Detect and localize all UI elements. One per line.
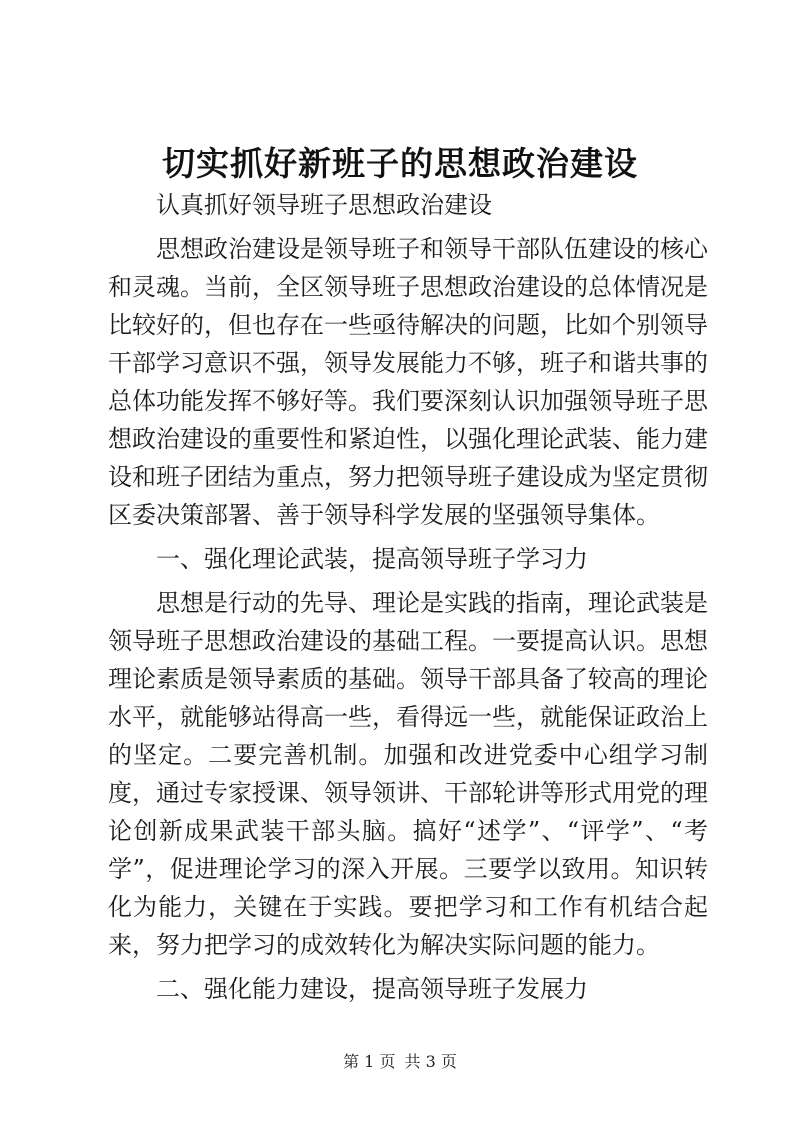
total-pages: 共 3 页: [404, 1052, 457, 1071]
paragraph-section-1: 思想是行动的先导、理论是实践的指南，理论武装是领导班子思想政治建设的基础工程。一要提高认识。思想理论素质是领导素质的基础。领导干部具备了较高的理论水平，就能够站得高一些，看得远一些，就能保证政治上的坚定。二要完善机制。加强和改进党委中心组学习制度，通过专家授课、领导领讲、干部轮讲等形式用党的理论创新成果武装干部头脑。搞好“述学”、“评学”、“考学”，促进理论学习的深入开展。三要学以致用。知识转化为能力，关键在于实践。要把学习和工作有机结合起来，努力把学习的成效转化为解决实际问题的能力。: [108, 589, 708, 959]
page-number: 第 1 页: [343, 1052, 396, 1071]
subtitle: 认真抓好领导班子思想政治建设: [156, 191, 492, 219]
section-heading-2: 二、强化能力建设，提高领导班子发展力: [156, 975, 588, 1003]
document-body: [108, 186, 708, 1008]
section-heading-1: 一、强化理论武装，提高领导班子学习力: [156, 545, 588, 573]
paragraph-intro: 思想政治建设是领导班子和领导干部队伍建设的核心和灵魂。当前，全区领导班子思想政治建设的总体情况是比较好的，但也存在一些亟待解决的问题，比如个别领导干部学习意识不强，领导发展能力不够，班子和谐共事的总体功能发挥不够好等。我们要深刻认识加强领导班子思想政治建设的重要性和紧迫性，以强化理论武装、能力建设和班子团结为重点，努力把领导班子建设成为坚定贯彻区委决策部署、善于领导科学发展的坚强领导集体。: [108, 235, 708, 529]
document-title: 切实抓好新班子的思想政治建设: [162, 144, 638, 183]
page-footer: [0, 1049, 800, 1072]
